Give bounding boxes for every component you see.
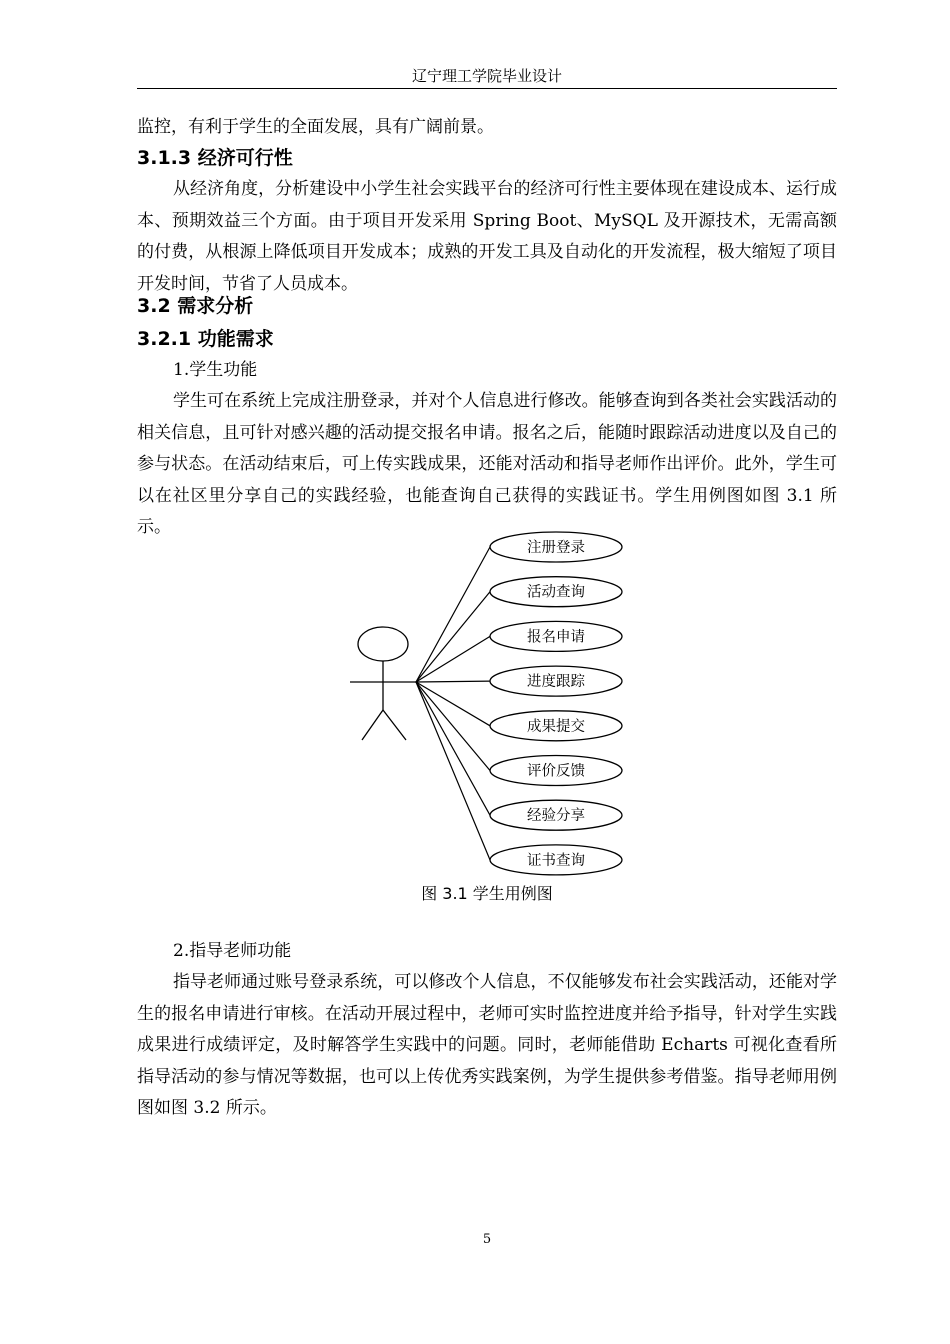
use-case-label: 报名申请	[527, 629, 585, 646]
student-function-paragraph: 学生可在系统上完成注册登录，并对个人信息进行修改。能够查询到各类社会实践活动的相关信息，且可针对感兴趣的活动提交报名申请。报名之后，能随时跟踪活动进度以及自己的参与状态。在活动结束后，可上传实践成果，还能对活动和指导老师作出评价。此外，学生可以在社区里分享自己的实践经验，也能查询自己获得的实践证书。学生用例图如图 3.1 所示。	[137, 391, 837, 537]
header-rule	[137, 88, 837, 89]
association-line	[416, 592, 490, 682]
use-case-label: 证书查询	[527, 852, 585, 869]
actor-left-leg	[362, 710, 383, 740]
association-line	[416, 681, 490, 682]
student-use-case-diagram	[340, 528, 640, 880]
figure-caption: 图 3.1 学生用例图	[421, 884, 553, 903]
actor-figure	[350, 627, 416, 740]
association-line	[416, 547, 490, 682]
use-case-label: 经验分享	[527, 808, 585, 825]
use-case-label: 注册登录	[527, 540, 585, 556]
association-line	[416, 682, 490, 815]
use-case-label: 评价反馈	[527, 763, 585, 780]
use-case-label: 进度跟踪	[527, 674, 585, 691]
section-heading-3-2: 3.2 需求分析	[137, 295, 254, 317]
use-case-label: 活动查询	[527, 584, 585, 601]
teacher-function-paragraph: 指导老师通过账号登录系统，可以修改个人信息，不仅能够发布社会实践活动，还能对学生的报名申请进行审核。在活动开展过程中，老师可实时监控进度并给予指导，针对学生实践成果进行成绩评定，及时解答学生实践中的问题。同时，老师能借助 Echarts 可视化查看所指导活动的参与情况等数据，也可以上传优秀实践案例，为学生提供参考借鉴。指导老师用例图如图 3.2 所示。	[137, 972, 837, 1118]
association-line	[416, 636, 490, 682]
section-heading-3-2-1: 3.2.1 功能需求	[137, 328, 274, 350]
teacher-function-title: 2.指导老师功能	[173, 941, 292, 961]
use-case-group	[416, 532, 622, 875]
association-line	[416, 682, 490, 726]
section-heading-3-1-3: 3.1.3 经济可行性	[137, 147, 293, 169]
use-case-label: 成果提交	[527, 718, 585, 735]
student-function-title: 1.学生功能	[173, 360, 258, 380]
page-number: 5	[482, 1232, 492, 1247]
actor-head	[358, 627, 408, 661]
actor-right-leg	[383, 710, 406, 740]
association-line	[416, 682, 490, 771]
running-header: 辽宁理工学院毕业设计	[411, 67, 562, 85]
economic-paragraph: 从经济角度，分析建设中小学生社会实践平台的经济可行性主要体现在建设成本、运行成本、预期效益三个方面。由于项目开发采用 Spring Boot、MySQL 及开源技术，无需高额的付费，从根源上降低项目开发成本；成熟的开发工具及自动化的开发流程，极大缩短了项目开发时间，节省了人员成本。	[137, 179, 837, 294]
association-line	[416, 682, 490, 860]
continuation-paragraph: 监控，有利于学生的全面发展，具有广阔前景。	[137, 117, 494, 137]
